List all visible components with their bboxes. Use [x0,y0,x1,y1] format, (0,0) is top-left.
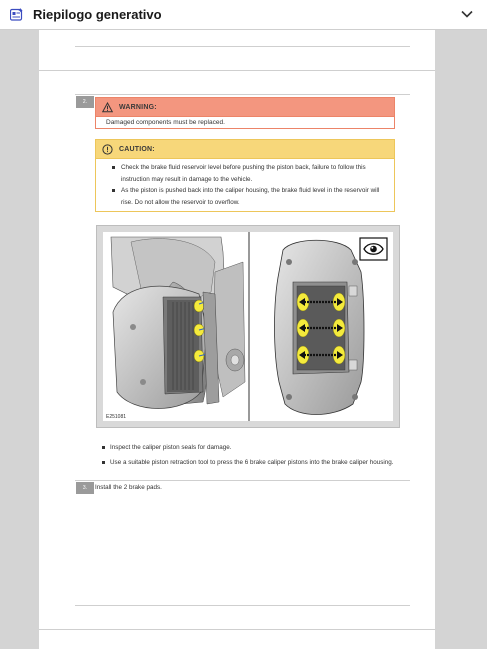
warning-header [95,97,395,117]
app-bar [0,0,487,30]
caliper-illustration [96,225,400,428]
caution-header [95,139,395,159]
divider [75,605,410,606]
step-number: 3. [76,482,94,494]
step-number: 2. [76,96,94,108]
app-title: Riepilogo generativo [33,7,162,22]
bullet [112,189,115,192]
caution-item-1-line-2: instruction may result in damage to the vehicle. [121,175,253,183]
bullet [102,446,105,449]
chevron-down-icon[interactable] [461,9,473,19]
instruction-item-1: Inspect the caliper piston seals for damage. [110,444,232,451]
step-3-text: Install the 2 brake pads. [95,484,162,491]
divider [75,46,410,47]
brake-caliper-drawing [103,232,393,421]
caution-item-1-line-1: Check the brake fluid reservoir level before pushing the piston back, failure to follow this [121,164,366,171]
step-divider [75,480,410,481]
divider [39,70,435,71]
caution-body [95,159,395,212]
divider [39,629,435,630]
left-view [103,232,248,421]
bullet [112,166,115,169]
warning-text: Damaged components must be replaced. [95,117,395,129]
caution-item-2-line-2: rise. Do not allow the reservoir to overflow. [121,198,240,206]
bullet [102,461,105,464]
step-divider [75,94,410,95]
warning-label: WARNING: [119,104,157,111]
illustration-canvas [103,232,393,421]
caution-circle-icon [102,144,113,155]
instruction-item-2: Use a suitable piston retraction tool to press the 6 brake caliper pistons into the brake caliper housing. [110,459,394,466]
summary-icon [10,8,23,21]
document-page [39,30,435,649]
caution-label: CAUTION: [119,146,155,153]
warning-triangle-icon [102,102,113,113]
caution-item-2-line-1: As the piston is pushed back into the caliper housing, the brake fluid level in the reservoir will [121,187,380,194]
inspect-eye-icon [360,238,387,260]
right-view [275,240,365,414]
figure-label: E251081 [106,414,127,420]
